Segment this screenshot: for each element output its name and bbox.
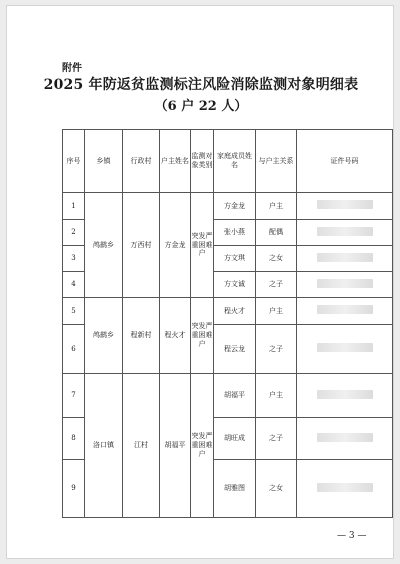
- header-member: 家庭成员姓名: [214, 130, 256, 193]
- member-cell: 方文诚: [214, 272, 256, 298]
- table-header-row: [63, 130, 393, 193]
- redacted-id: [317, 253, 373, 262]
- redacted-id: [317, 390, 373, 399]
- id-number-cell: [297, 298, 393, 325]
- id-number-cell: [297, 193, 393, 220]
- relation-cell: 之女: [256, 246, 297, 272]
- relation-cell: 配偶: [256, 220, 297, 246]
- member-cell: 程云龙: [214, 325, 256, 374]
- header-id-number: 证件号码: [297, 130, 393, 193]
- header-seq: 序号: [63, 130, 85, 193]
- village-cell: 万西村: [123, 193, 160, 298]
- township-cell: 鸬鹚乡: [85, 298, 123, 374]
- seq-cell: 5: [63, 298, 85, 325]
- relation-cell: 之子: [256, 325, 297, 374]
- header-householder: 户主姓名: [160, 130, 191, 193]
- id-number-cell: [297, 325, 393, 374]
- header-relation: 与户主关系: [256, 130, 297, 193]
- id-number-cell: [297, 272, 393, 298]
- category-cell: 突发严重困难户: [191, 193, 214, 298]
- member-cell: 张小燕: [214, 220, 256, 246]
- redacted-id: [317, 305, 373, 314]
- seq-cell: 6: [63, 325, 85, 374]
- attachment-label: 附件: [62, 63, 82, 74]
- relation-cell: 户主: [256, 298, 297, 325]
- table-row: [63, 374, 393, 418]
- category-cell: 突发严重困难户: [191, 374, 214, 518]
- member-cell: 胡雅图: [214, 460, 256, 518]
- document-subtitle: （6 户 22 人）: [154, 99, 248, 114]
- id-number-cell: [297, 220, 393, 246]
- seq-cell: 1: [63, 193, 85, 220]
- relation-cell: 之子: [256, 272, 297, 298]
- id-number-cell: [297, 246, 393, 272]
- householder-cell: 程火才: [160, 298, 191, 374]
- member-cell: 程火才: [214, 298, 256, 325]
- table-row: [63, 298, 393, 325]
- page-number: — 3 —: [337, 531, 367, 541]
- category-cell: 突发严重困难户: [191, 298, 214, 374]
- seq-cell: 7: [63, 374, 85, 418]
- document-page: [6, 5, 394, 559]
- township-cell: 鸬鹚乡: [85, 193, 123, 298]
- header-township: 乡镇: [85, 130, 123, 193]
- village-cell: 江村: [123, 374, 160, 518]
- redacted-id: [317, 200, 373, 209]
- redacted-id: [317, 433, 373, 442]
- redacted-id: [317, 483, 373, 492]
- member-cell: 胡旺成: [214, 418, 256, 460]
- householder-cell: 胡福平: [160, 374, 191, 518]
- redacted-id: [317, 343, 373, 352]
- seq-cell: 4: [63, 272, 85, 298]
- relation-cell: 户主: [256, 193, 297, 220]
- seq-cell: 9: [63, 460, 85, 518]
- header-village: 行政村: [123, 130, 160, 193]
- id-number-cell: [297, 374, 393, 418]
- member-cell: 胡福平: [214, 374, 256, 418]
- member-cell: 方金龙: [214, 193, 256, 220]
- seq-cell: 3: [63, 246, 85, 272]
- relation-cell: 户主: [256, 374, 297, 418]
- relation-cell: 之女: [256, 460, 297, 518]
- header-category: 监测对象类别: [191, 130, 214, 193]
- document-title: 2025 年防返贫监测标注风险消除监测对象明细表: [43, 77, 359, 93]
- village-cell: 程新村: [123, 298, 160, 374]
- redacted-id: [317, 227, 373, 236]
- monitoring-table: [62, 129, 393, 518]
- member-cell: 方文琪: [214, 246, 256, 272]
- id-number-cell: [297, 418, 393, 460]
- relation-cell: 之子: [256, 418, 297, 460]
- id-number-cell: [297, 460, 393, 518]
- township-cell: 洛口镇: [85, 374, 123, 518]
- seq-cell: 8: [63, 418, 85, 460]
- householder-cell: 方金龙: [160, 193, 191, 298]
- redacted-id: [317, 279, 373, 288]
- table-row: [63, 193, 393, 220]
- seq-cell: 2: [63, 220, 85, 246]
